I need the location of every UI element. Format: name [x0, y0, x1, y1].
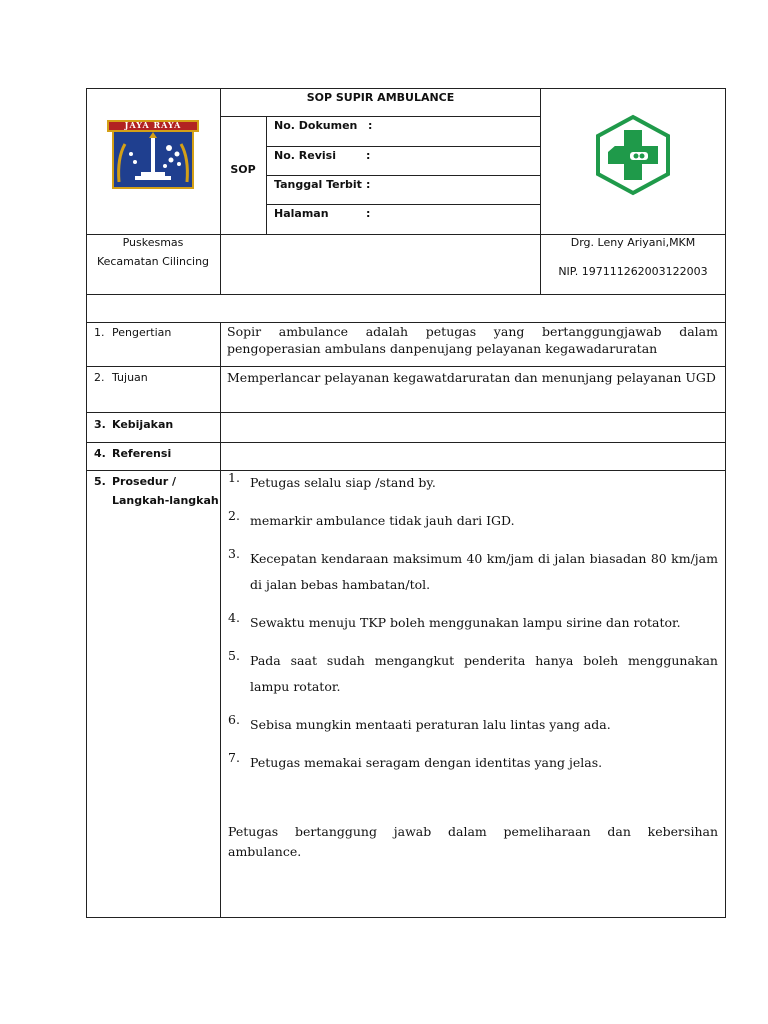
field-halaman-label: Halaman — [274, 207, 329, 220]
prosedur-steps — [228, 470, 718, 776]
sop-label: SOP — [230, 163, 256, 176]
row-label-langkah: Langkah-langkah — [112, 494, 219, 507]
row-label-kebijakan: 3. Kebijakan — [94, 418, 174, 431]
puskesmas-logo — [594, 114, 672, 196]
field-tanggal-terbit-label: Tanggal Terbit — [274, 178, 362, 191]
row-label-prosedur: 5. Prosedur / — [94, 475, 177, 488]
step-item: 2. memarkir ambulance tidak jauh dari IGD. — [228, 508, 515, 528]
logo-banner-text: JAYA RAYA — [124, 120, 182, 130]
pengertian-text: Sopir ambulance adalah petugas yang bertanggungjawab dalam pengoperasian ambulans danpenujang pelayanan kegawadaruratan — [227, 324, 718, 356]
step-item: 5. Pada saat sudah mengangkut penderita hanya boleh menggunakan lampu rotator. — [228, 648, 718, 694]
row-label-referensi: 4. Referensi — [94, 447, 172, 460]
tujuan-text: Memperlancar pelayanan kegawatdaruratan dan menunjang pelayanan UGD — [227, 370, 716, 385]
field-no-revisi-label: No. Revisi — [274, 149, 336, 162]
signer-nip: NIP. 197111262003122003 — [558, 265, 708, 278]
document-title: SOP SUPIR AMBULANCE — [306, 91, 455, 104]
prosedur-closing-text: Petugas bertanggung jawab dalam pemeliharaan dan kebersihan ambulance. — [228, 824, 718, 859]
step-item: 6. Sebisa mungkin mentaati peraturan lalu lintas yang ada. — [228, 712, 611, 732]
institution-name-line1: Puskesmas — [122, 236, 184, 249]
field-halaman-sep: : — [366, 207, 371, 220]
step-item: 3. Kecepatan kendaraan maksimum 40 km/jam di jalan biasadan 80 km/jam di jalan bebas hambatan/tol. — [228, 546, 718, 592]
field-no-dokumen-sep: : — [368, 119, 373, 132]
jaya-raya-logo — [105, 118, 201, 190]
institution-name-line2: Kecamatan Cilincing — [96, 255, 210, 268]
row-label-tujuan: 2. Tujuan — [94, 371, 148, 384]
row-label-pengertian: 1. Pengertian — [94, 326, 172, 339]
field-tanggal-terbit-sep: : — [366, 178, 371, 191]
step-item: 1. Petugas selalu siap /stand by. — [228, 470, 436, 490]
step-item: 4. Sewaktu menuju TKP boleh menggunakan lampu sirine dan rotator. — [228, 610, 681, 630]
signer-name: Drg. Leny Ariyani,MKM — [570, 236, 696, 249]
field-no-revisi-sep: : — [366, 149, 371, 162]
puskesmas-cross-icon — [594, 114, 672, 196]
field-no-dokumen-label: No. Dokumen — [274, 119, 358, 132]
step-item: 7. Petugas memakai seragam dengan identitas yang jelas. — [228, 750, 603, 770]
